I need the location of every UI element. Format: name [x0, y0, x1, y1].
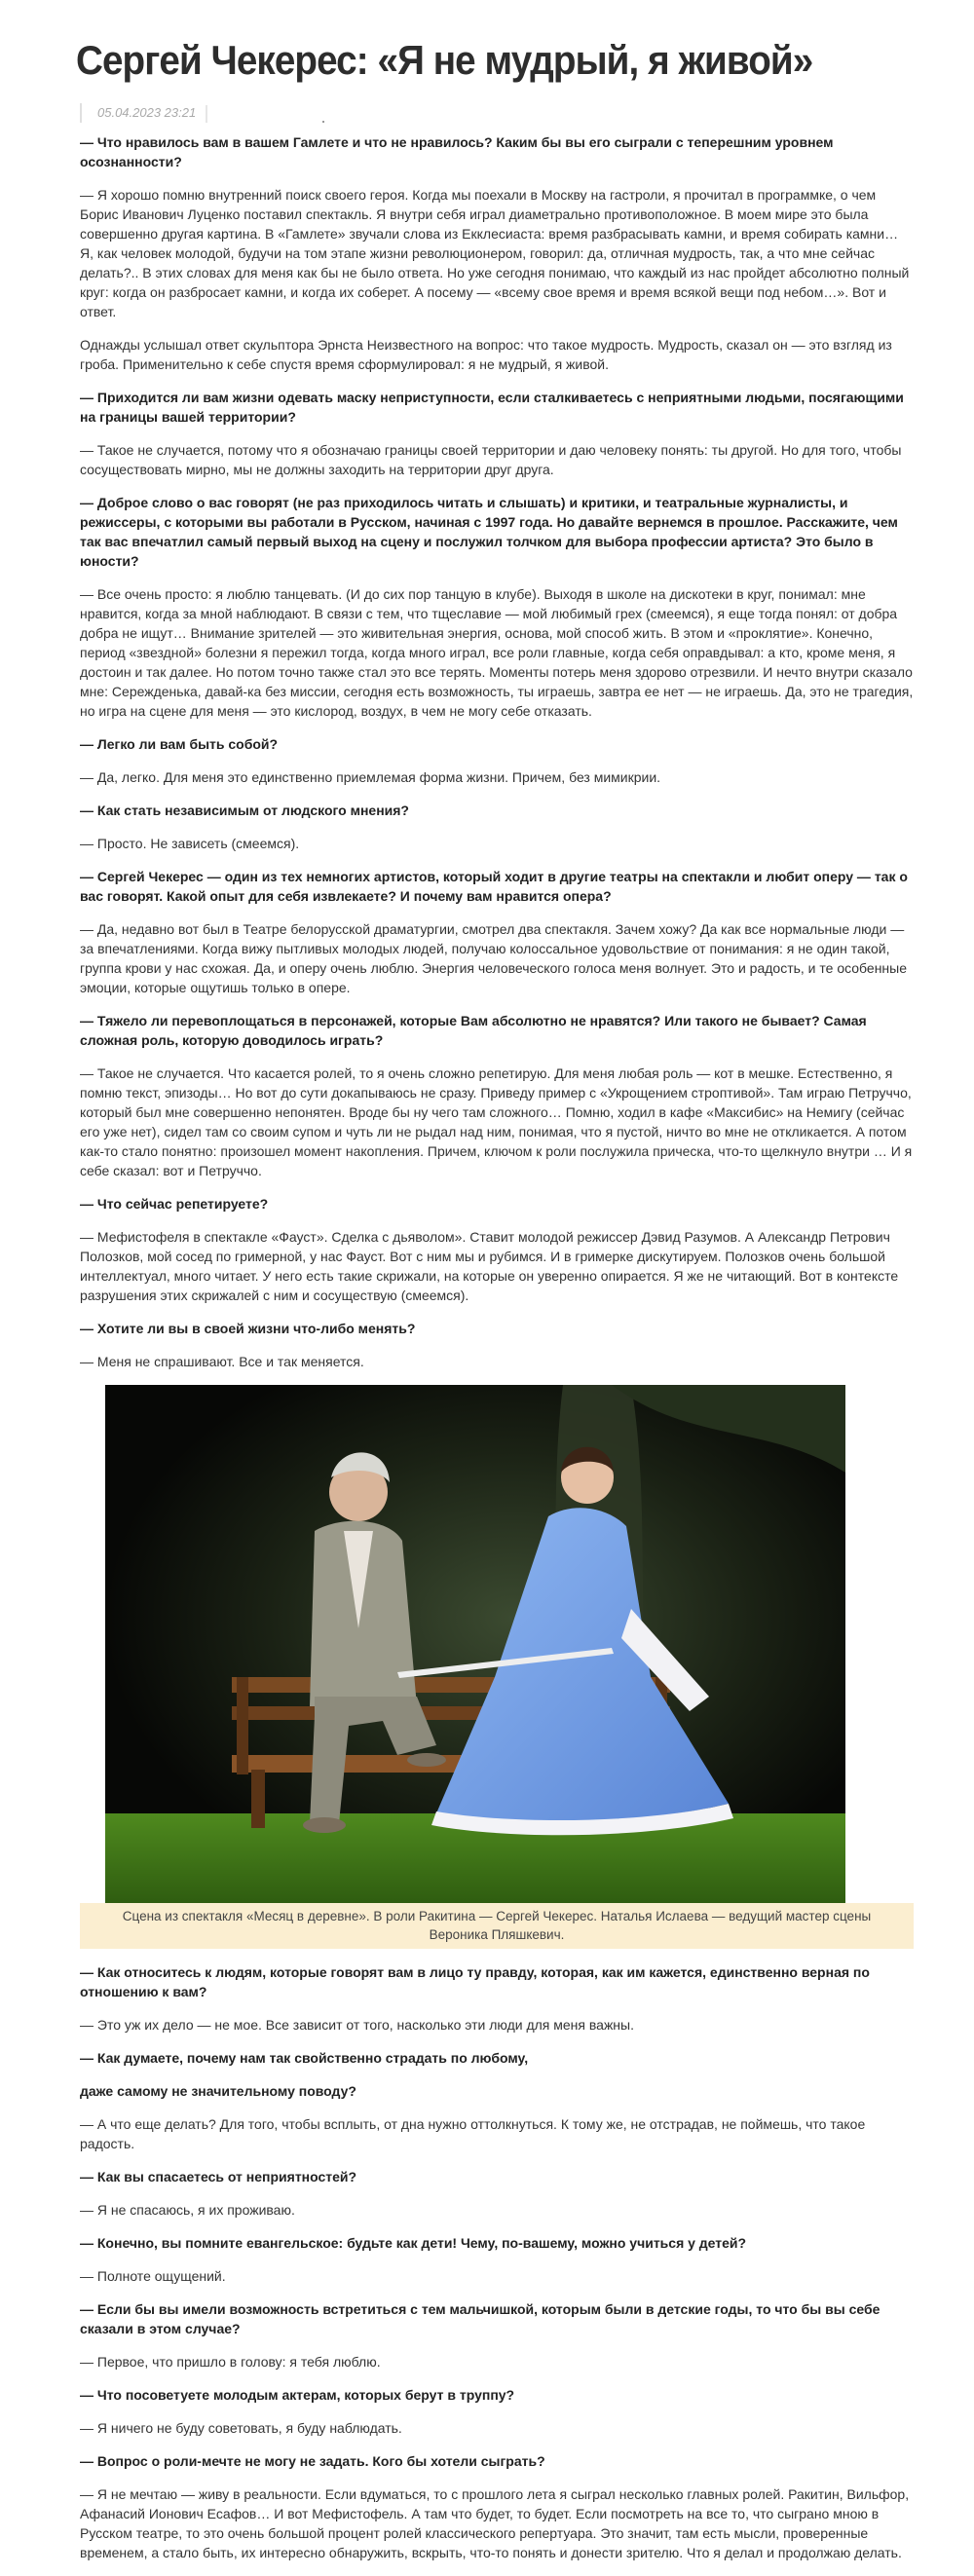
interview-question: — Тяжело ли перевоплощаться в персонажей, которые Вам абсолютно не нравятся? Или такого не бывает? Самая сложная роль, которую доводилось играть?: [80, 1013, 867, 1048]
interview-question: — Если бы вы имели возможность встретиться с тем мальчишкой, которым были в детские годы, то что бы вы себе сказали в этом случае?: [80, 2301, 880, 2336]
interview-answer: — Да, недавно вот был в Театре белорусской драматургии, смотрел два спектакля. Зачем хожу? Да как все нормальные люди — за впечатлениями. Когда вижу пытливых молодых людей, получаю колоссальное удовольствие от понимания: я не один такой, группа крови у нас схожая. Да, и оперу очень люблю. Энергия человеческого голоса меня волнует. Это и радость, и те особенные эмоции, которые ощутишь только в опере.: [80, 921, 908, 995]
interview-answer: — Я не мечтаю — живу в реальности. Если вдуматься, то с прошлого лета я сыграл несколько главных ролей. Ракитин, Вильфор, Афанасий Ионович Есафов… И вот Мефистофель. А там что будет, то будет. Если посмотреть на все то, что сыграно мною в Русском театре, то это очень большой процент ролей классического репертуара. Это значит, там есть мысли, проверенные временем, а стало быть, их интересно обнаружить, вскрыть, что-то понять и донести зрителю. Что я делал и продолжаю делать.: [80, 2486, 910, 2560]
interview-question: — Сергей Чекерес — один из тех немногих артистов, который ходит в другие театры на спектакли и любит оперу — так о вас говорят. Какой опыт для себя извлекаете? И почему вам нравится опера?: [80, 869, 908, 904]
interview-answer: — Меня не спрашивают. Все и так меняется.: [80, 1354, 364, 1369]
interview-question: — Как относитесь к людям, которые говорят вам в лицо ту правду, которая, как им кажется, единственно верная по отношению к вам?: [80, 1964, 870, 1999]
interview-answer: — Мефистофеля в спектакле «Фауст». Сделка с дьяволом». Ставит молодой режиссер Дэвид Разумов. А Александр Петрович Полозков, мой сосед по гримерной, у нас Фауст. Вот с ним мы и рубимся. И в гримерке дискутируем. Полозков очень большой интеллектуал, много читает. У него есть такие скрижали, на которые он уверенно опирается. Я же не читающий. Вот в контексте разрушения этих скрижалей с ним и сосуществую (смеемся).: [80, 1229, 899, 1303]
interview-question: — Доброе слово о вас говорят (не раз приходилось читать и слышать) и критики, и театральные журналисты, и режиссеры, с которыми вы работали в Русском, начиная с 1997 года. Но давайте вернемся в прошлое. Расскажите, чем так вас впечатлил самый первый выход на сцену и послужил толчком для выбора профессии артиста? Это было в юности?: [80, 495, 898, 569]
interview-question: — Что сейчас репетируете?: [80, 1196, 269, 1212]
meta-divider: [206, 105, 207, 123]
stage-photo-illustration: [105, 1385, 845, 1903]
article-date: 05.04.2023 23:21: [97, 105, 197, 120]
interview-answer: — Просто. Не зависеть (смеемся).: [80, 836, 300, 851]
meta-dot: [322, 121, 324, 123]
interview-answer: — Такое не случается, потому что я обозначаю границы своей территории и даю человеку понять: ты другой. Но для того, чтобы сосуществовать мирно, мы не должны заходить на территории друг друга.: [80, 442, 902, 477]
interview-answer: Однажды услышал ответ скульптора Эрнста Неизвестного на вопрос: что такое мудрость. Мудрость, сказал он — это взгляд из гроба. Применительно к себе спустя время сформулировал: я не мудрый, я живой.: [80, 337, 892, 372]
interview-answer: — Я не спасаюсь, я их проживаю.: [80, 2202, 295, 2218]
interview-question: даже самому не значительному поводу?: [80, 2083, 356, 2099]
article-figure: [80, 1385, 914, 1949]
interview-answer: — Первое, что пришло в голову: я тебя люблю.: [80, 2354, 381, 2370]
interview-question: — Как стать независимым от людского мнения?: [80, 803, 409, 818]
interview-question: — Как думаете, почему нам так свойственно страдать по любому,: [80, 2050, 529, 2066]
stage-photo: [105, 1385, 845, 1903]
interview-question: — Приходится ли вам жизни одевать маску неприступности, если сталкиваетесь с неприятными людьми, посягающими на границы вашей территории?: [80, 390, 904, 425]
interview-question: — Как вы спасаетесь от неприятностей?: [80, 2169, 357, 2184]
interview-answer: — Я хорошо помню внутренний поиск своего героя. Когда мы поехали в Москву на гастроли, я прочитал в программке, о чем Борис Иванович Луценко поставил спектакль. Я внутри себя играл диаметрально противоположное. В моем мире это была совершенно другая картина. В «Гамлете» звучали слова из Екклесиаста: время разбрасывать камни, и время собирать камни… Я, как человек молодой, будучи на том этапе жизни революционером, говорил: да, отличная мудрость, так, а что мне сейчас делать?.. В этих словах для меня как бы не было ответа. Но уже сегодня понимаю, что каждый из нас пройдет абсолютно полный круг: когда он разбросает камни, и когда их соберет. А посему — «всему свое время и время всякой вещи под небом…». Вот и ответ.: [80, 187, 910, 319]
article-title: Сергей Чекерес: «Я не мудрый, я живой»: [76, 37, 813, 83]
interview-question: — Легко ли вам быть собой?: [80, 736, 279, 752]
article-body: [80, 132, 914, 2576]
interview-question: — Что посоветуете молодым актерам, которых берут в труппу?: [80, 2387, 515, 2403]
interview-answer: — Я ничего не буду советовать, я буду наблюдать.: [80, 2420, 402, 2436]
interview-answer: — Это уж их дело — не мое. Все зависит от того, насколько эти люди для меня важны.: [80, 2017, 634, 2033]
interview-answer: — Да, легко. Для меня это единственно приемлемая форма жизни. Причем, без мимикрии.: [80, 769, 661, 785]
interview-answer: — Все очень просто: я люблю танцевать. (И до сих пор танцую в клубе). Выходя в школе на дискотеки в круг, понимал: мне нравится, когда за мной наблюдают. В связи с тем, что тщеславие — мой любимый грех (смеемся), я еще тогда понял: от добра добра не ищут… Внимание зрителей — это живительная энергия, основа, мой способ жить. В этом и «проклятие». Конечно, период «звездной» болезни я пережил тогда, когда много играл, все роли главные, когда себя оправдывал: а кто, кроме меня, я достоин и так далее. Но потом точно также стал это все терять. Моменты потерь меня здорово отрезвили. И нечто внутри сказало мне: Сережденька, давай-ка без миссии, сегодня есть возможность, ты играешь, завтра ее нет — не играешь. Да, это не трагедия, но игра на сцене для меня — это кислород, воздух, в чем не могу себе отказать.: [80, 586, 914, 719]
interview-answer: — А что еще делать? Для того, чтобы всплыть, от дна нужно оттолкнуться. К тому же, не отстрадав, не поймешь, что такое радость.: [80, 2116, 866, 2151]
interview-question: — Вопрос о роли-мечте не могу не задать. Кого бы хотели сыграть?: [80, 2453, 545, 2469]
article-meta: [80, 103, 324, 123]
interview-question: — Что нравилось вам в вашем Гамлете и что не нравилось? Каким бы вы его сыграли с теперешним уровнем осознанности?: [80, 134, 834, 169]
interview-question: — Конечно, вы помните евангельское: будьте как дети! Чему, по-вашему, можно учиться у детей?: [80, 2235, 747, 2251]
interview-question: — Хотите ли вы в своей жизни что-либо менять?: [80, 1321, 416, 1336]
interview-answer: — Полноте ощущений.: [80, 2268, 226, 2284]
figure-caption: Сцена из спектакля «Месяц в деревне». В роли Ракитина — Сергей Чекерес. Наталья Ислаева — ведущий мастер сцены Вероника Пляшкевич.: [80, 1903, 914, 1949]
interview-answer: — Такое не случается. Что касается ролей, то я очень сложно репетирую. Для меня любая роль — кот в мешке. Естественно, я помню текст, эпизоды… Но вот до сути докапываюсь не сразу. Приведу пример с «Укрощением строптивой». Там играю Петруччо, который был мне совершенно непонятен. Вроде бы ну чего там сложного… Помню, ходил в кафе «Максибис» на Немигу (сейчас его уже нет), сидел там со своим супом и чуть ли не рыдал над ним, понимая, что я пустой, ничто во мне не откликается. А потом как-то стало понятно: произошел момент накопления. Причем, ключом к роли послужила прическа, что-то щелкнуло внутри … И я себе сказал: вот и Петруччо.: [80, 1065, 913, 1178]
